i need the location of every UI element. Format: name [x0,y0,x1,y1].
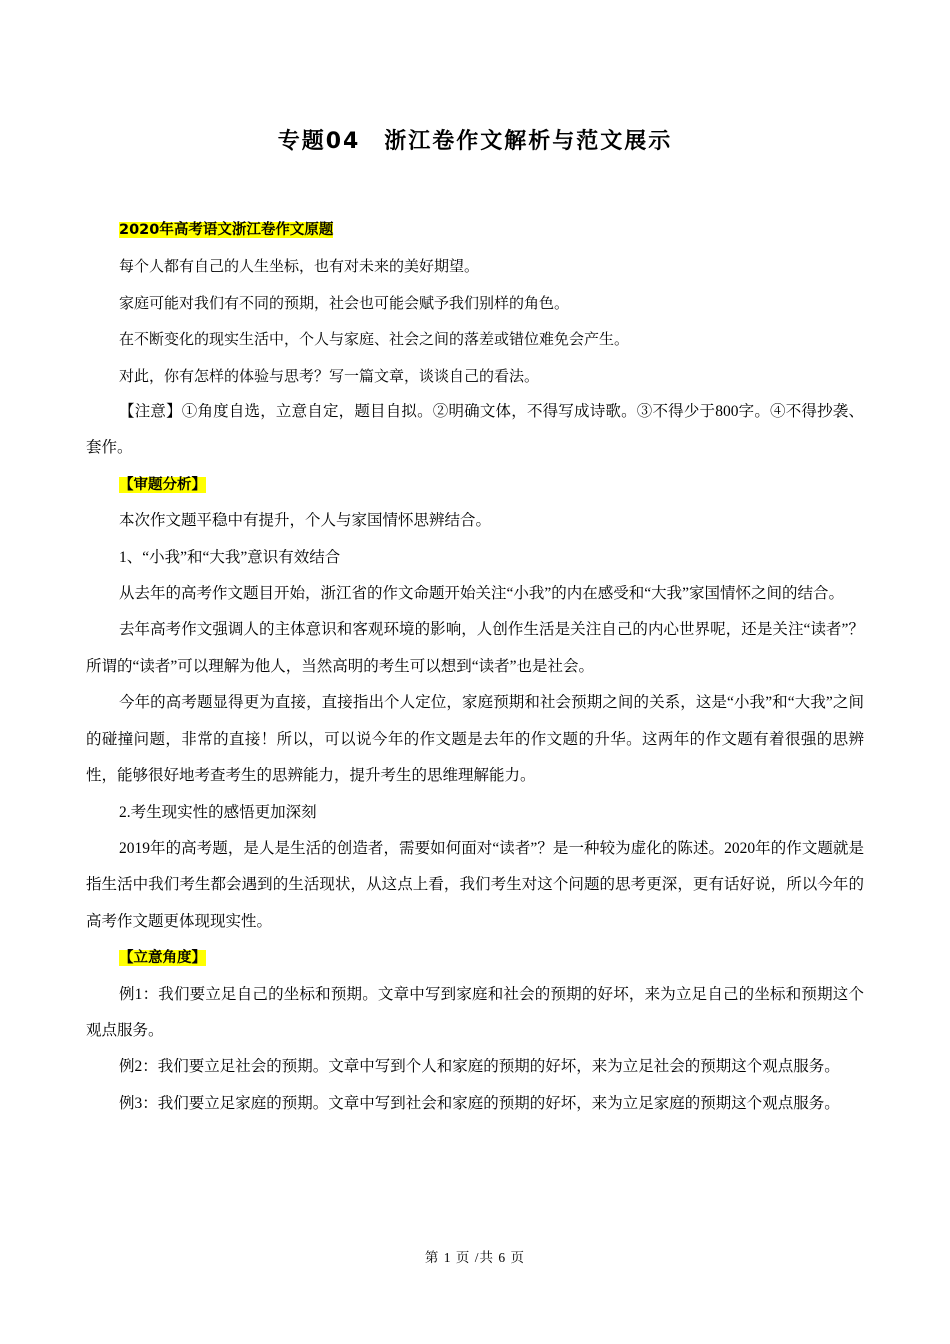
angle-example-3: 例3：我们要立足家庭的预期。文章中写到社会和家庭的预期的好坏，来为立足家庭的预期这个观点服务。 [119,1094,840,1112]
analysis-paragraph-6: 2.考生现实性的感悟更加深刻 [119,803,317,821]
analysis-heading [86,467,864,503]
angle-example-2: 例2：我们要立足社会的预期。文章中写到个人和家庭的预期的好坏，来为立足社会的预期这个观点服务。 [119,1058,840,1076]
page-footer: 第 1 页 /共 6 页 [424,1250,526,1265]
document-body [86,212,864,1122]
analysis-paragraph-2: 1、“小我”和“大我”意识有效结合 [119,548,341,566]
angles-heading [86,940,864,976]
angles-heading-text: 【立意角度】 [119,950,206,967]
question-line-3: 在不断变化的现实生活中，个人与家庭、社会之间的落差或错位难免会产生。 [119,330,630,349]
original-question-heading-text: 2020年高考语文浙江卷作文原题 [119,222,334,238]
question-line-1: 每个人都有自己的人生坐标，也有对未来的美好期望。 [119,257,480,276]
analysis-paragraph-5: 今年的高考题显得更为直接，直接指出个人定位，家庭预期和社会预期之间的关系，这是“小我”和“大我”之间的碰撞问题，非常的直接！所以，可以说今年的作文题是去年的作文题的升华。这两年的作文题有着很强的思辨性，能够很好地考查考生的思辨能力，提升考生的思维理解能力。 [86,694,864,785]
angle-example-1: 例1：我们要立足自己的坐标和预期。文章中写到家庭和社会的预期的好坏，来为立足自己的坐标和预期这个观点服务。 [86,985,864,1039]
analysis-paragraph-4: 去年高考作文强调人的主体意识和客观环境的影响，人创作生活是关注自己的内心世界呢，还是关注“读者”？所谓的“读者”可以理解为他人，当然高明的考生可以想到“读者”也是社会。 [86,621,864,675]
question-line-4: 对此，你有怎样的体验与思考？写一篇文章，谈谈自己的看法。 [119,366,540,385]
analysis-paragraph-7: 2019年的高考题，是人是生活的创造者，需要如何面对“读者”？是一种较为虚化的陈述。2020年的作文题就是指生活中我们考生都会遇到的生活现状，从这点上看，我们考生对这个问题的思考更深，更有话好说，所以今年的高考作文题更体现现实性。 [86,839,864,930]
analysis-paragraph-3: 从去年的高考作文题目开始，浙江省的作文命题开始关注“小我”的内在感受和“大我”家国情怀之间的结合。 [119,585,845,603]
question-line-2: 家庭可能对我们有不同的预期，社会也可能会赋予我们别样的角色。 [119,293,570,312]
original-question-heading [86,212,864,248]
question-note: 【注意】①角度自选，立意自定，题目自拟。②明确文体，不得写成诗歌。③不得少于800字。④不得抄袭、套作。 [86,403,864,457]
analysis-paragraph-1: 本次作文题平稳中有提升，个人与家国情怀思辨结合。 [119,512,492,530]
document-title: 专题04 浙江卷作文解析与范文展示 [277,129,673,154]
analysis-heading-text: 【审题分析】 [119,476,206,493]
